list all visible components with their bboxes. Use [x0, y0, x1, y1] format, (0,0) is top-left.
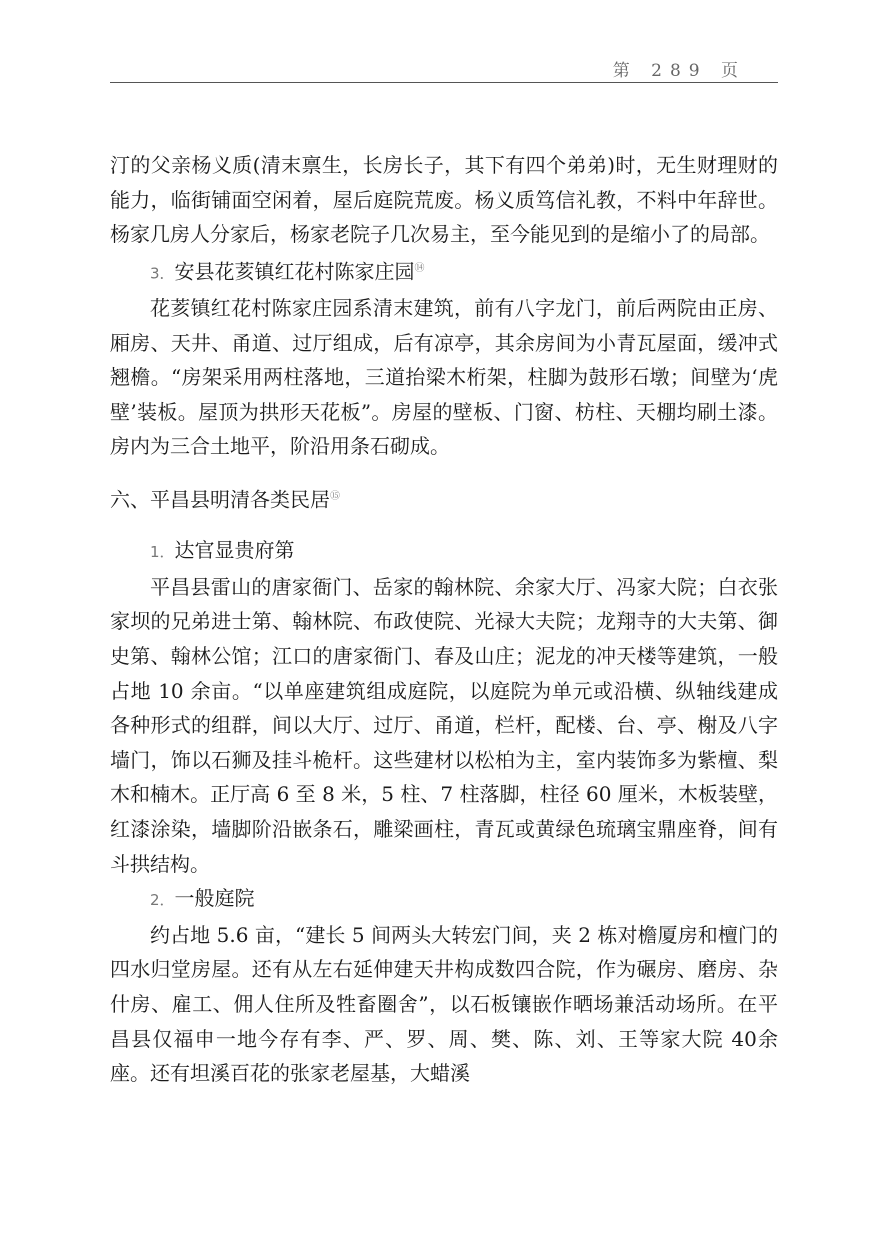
subheading-text: 一般庭院 — [174, 886, 255, 911]
subheading-text: 安县花荄镇红花村陈家庄园 — [174, 259, 415, 284]
footnote-marker: ⑭ — [414, 262, 425, 274]
subheading-number: 2． — [150, 891, 175, 910]
page-header — [110, 48, 778, 83]
paragraph-ordinary-courtyards: 约占地 5.6 亩，“建长 5 间两头大转宏门间，夹 2 栋对檐厦房和檀门的四水归堂房屋。还有从左右延伸建天井构成数四合院，作为碾房、磨房、杂什房、雇工、佣人住所及牲畜圈舍”，以石板镶嵌作晒场兼活动场所。在平昌县仅福申一地今存有李、严、罗、周、樊、陈、刘、王等家大院 40余座。还有坦溪百花的张家老屋基，大蜡溪 — [110, 922, 778, 1086]
paragraph-yang-family: 汀的父亲杨义质(清末禀生，长房长子，其下有四个弟弟)时，无生财理财的能力，临街铺面空闲着，屋后庭院荒废。杨义质笃信礼教，不料中年辞世。杨家几房人分家后，杨家老院子几次易主，至今能见到的是缩小了的局部。 — [110, 153, 778, 247]
subheading-number: 1． — [150, 543, 175, 562]
section-heading-text: 六、平昌县明清各类民居 — [110, 487, 330, 512]
subheading-ordinary-courtyards — [110, 881, 778, 918]
paragraph-official-mansions: 平昌县雷山的唐家衙门、岳家的翰林院、余家大厅、冯家大院；白衣张家坝的兄弟进士第、翰林院、布政使院、光禄大夫院；龙翔寺的大夫第、御史第、翰林公馆；江口的唐家衙门、春及山庄；泥龙的冲天楼等建筑，一般占地 10 余亩。“以单座建筑组成庭院，以庭院为单元或沿横、纵轴线建成各种形式的组群，间以大厅、过厅、甬道，栏杆，配楼、台、亭、榭及八字墙门，饰以石狮及挂斗桅杆。这些建材以松柏为主，室内装饰多为紫檀、梨木和楠木。正厅高 6 至 8 米，5 柱、7 柱落脚，柱径 60 厘米，木板装壁，红漆涂染，墙脚阶沿嵌条石，雕梁画柱，青瓦或黄绿色琉璃宝鼎座脊，间有斗拱结构。 — [110, 574, 778, 876]
page-number: 第 289 页 — [612, 61, 746, 81]
subheading-number: 3． — [150, 264, 175, 283]
subheading-chen-manor — [110, 252, 778, 291]
section-heading-pingchang — [110, 480, 778, 517]
paragraph-chen-manor: 花荄镇红花村陈家庄园系清末建筑，前有八字龙门，前后两院由正房、厢房、天井、甬道、过厅组成，后有凉亭，其余房间为小青瓦屋面，缓冲式翘檐。“房架采用两柱落地，三道抬梁木桁架，柱脚为鼓形石墩；间壁为‘虎壁’装板。屋顶为拱形天花板”。房屋的壁板、门窗、枋柱、天棚均刷土漆。房内为三合土地平，阶沿用条石砌成。 — [110, 296, 778, 459]
subheading-text: 达官显贵府第 — [174, 538, 295, 563]
document-body — [110, 148, 778, 1091]
subheading-official-mansions — [110, 533, 778, 570]
footnote-marker: ⑮ — [330, 491, 340, 502]
